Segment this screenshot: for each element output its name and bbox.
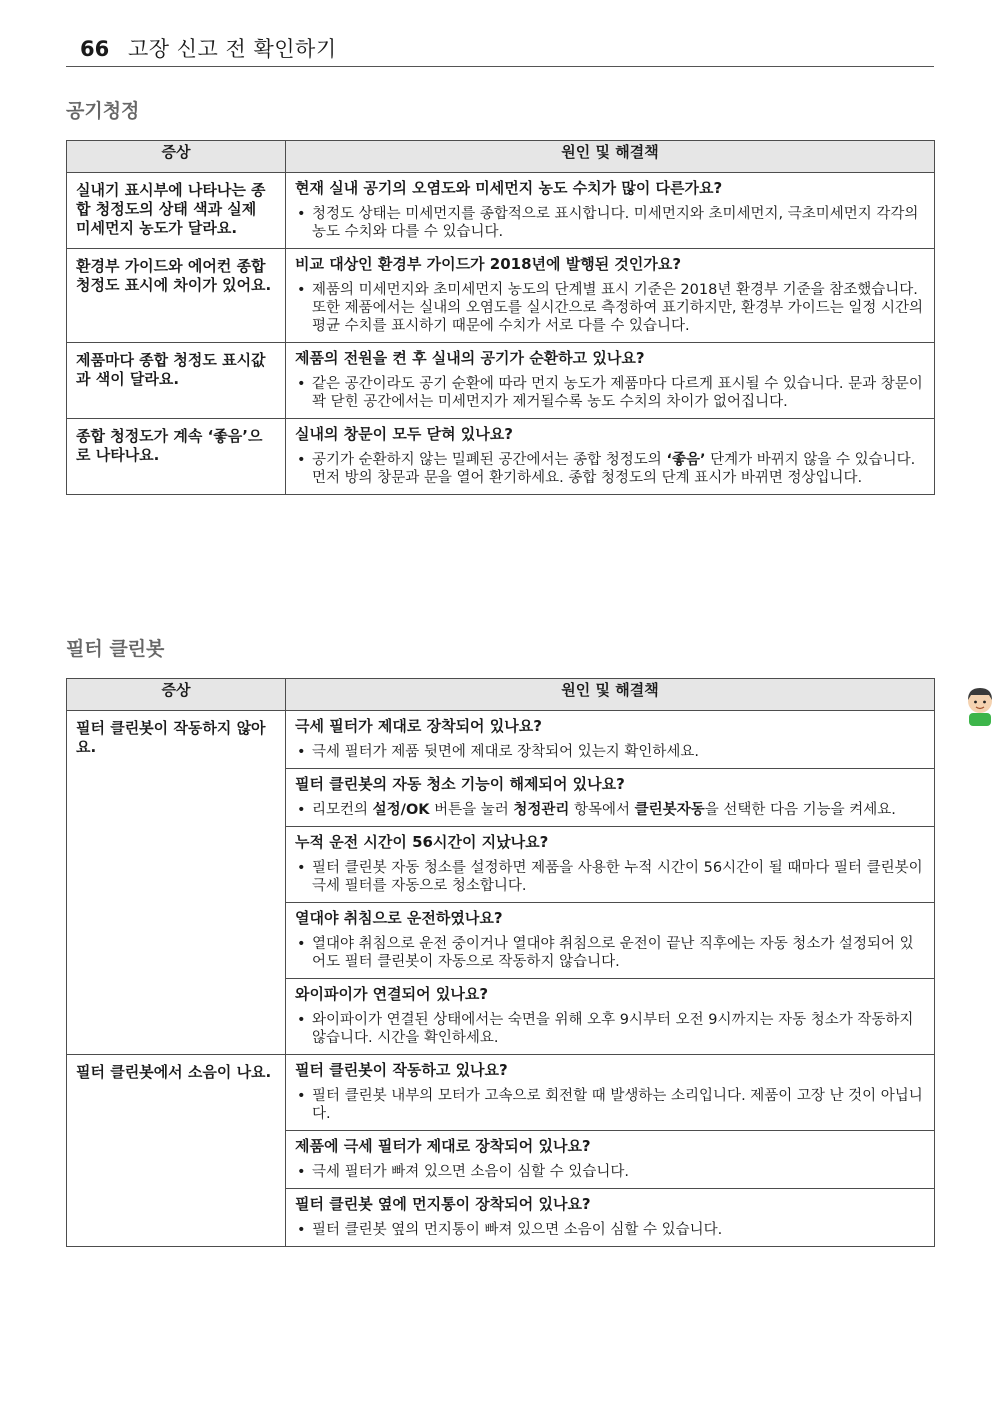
- answer-part: 단계가 바뀌지 않을 수 있습니다. 먼저 방의 창문과 문을 열어 환기하세요. 종합 청정도의 단계 표시가 바뀌면 정상입니다.: [312, 452, 916, 486]
- symptom-cell: 제품마다 종합 청정도 표시값과 색이 달라요.: [67, 343, 286, 419]
- answer-text: 와이파이가 연결된 상태에서는 숙면을 위해 오후 9시부터 오전 9시까지는 자동 청소가 작동하지 않습니다. 시간을 확인하세요.: [312, 1012, 914, 1046]
- cause-block: [286, 903, 934, 979]
- symptom-cell: 환경부 가이드와 에어컨 종합 청정도 표시에 차이가 있어요.: [67, 249, 286, 343]
- table-row: [67, 173, 935, 249]
- cause-answer: • 제품의 미세먼지와 초미세먼지 농도의 단계별 표시 기준은 2018년 환경부 기준을 참조했습니다. 또한 제품에서는 실내의 오염도를 실시간으로 측정하여 표기하지만, 환경부 가이드는 일정 시간의 평균 수치를 표시하기 때문에 수치가 서로 다를 수 있습니다.: [297, 282, 923, 334]
- answer-part: 항목에서: [569, 802, 635, 818]
- cause-question: 현재 실내 공기의 오염도와 미세먼지 농도 수치가 많이 다른가요?: [295, 179, 723, 197]
- answer-part: 리모컨의: [312, 802, 373, 818]
- answer-part: 을 선택한 다음 기능을 켜세요.: [704, 802, 896, 818]
- table-row: [67, 419, 935, 495]
- table-row: [67, 249, 935, 343]
- answer-bold: 설정/OK: [372, 802, 430, 818]
- symptom-header: 증상: [67, 679, 286, 711]
- cause-header: 원인 및 해결책: [286, 679, 935, 711]
- cause-question: 와이파이가 연결되어 있나요?: [295, 985, 489, 1003]
- cause-answer: • 같은 공간이라도 공기 순환에 따라 먼지 농도가 제품마다 다르게 표시될 수 있습니다. 문과 창문이 꽉 닫힌 공간에서는 미세먼지가 제거될수록 농도 수치의 차이가 없어집니다.: [297, 376, 923, 410]
- answer-text: [312, 452, 915, 486]
- page-number: 66: [80, 37, 110, 61]
- answer-bold: ‘좋음’: [666, 452, 706, 468]
- cause-cell: [286, 419, 935, 495]
- cause-answer: • 필터 클린봇 옆의 먼지통이 빠져 있으면 소음이 심할 수 있습니다.: [297, 1222, 723, 1238]
- cause-question: 열대야 취침으로 운전하였나요?: [295, 909, 503, 927]
- answer-text: 필터 클린봇 옆의 먼지통이 빠져 있으면 소음이 심할 수 있습니다.: [312, 1222, 723, 1238]
- answer-text: 같은 공간이라도 공기 순환에 따라 먼지 농도가 제품마다 다르게 표시될 수 있습니다. 문과 창문이 꽉 닫힌 공간에서는 미세먼지가 제거될수록 농도 수치의 차이가 없어집니다.: [312, 376, 923, 410]
- answer-text: 필터 클린봇 자동 청소를 설정하면 제품을 사용한 누적 시간이 56시간이 될 때마다 필터 클린봇이 극세 필터를 자동으로 청소합니다.: [312, 860, 923, 894]
- cause-header: 원인 및 해결책: [286, 141, 935, 173]
- section-title-air-purify: 공기청정: [66, 100, 140, 122]
- air-purify-table: [66, 140, 935, 495]
- answer-text: 열대야 취침으로 운전 중이거나 열대야 취침으로 운전이 끝난 직후에는 자동 청소가 설정되어 있어도 필터 클린봇이 자동으로 작동하지 않습니다.: [312, 936, 914, 970]
- cause-cell: [286, 249, 935, 343]
- cause-answer: • 필터 클린봇 자동 청소를 설정하면 제품을 사용한 누적 시간이 56시간이 될 때마다 필터 클린봇이 극세 필터를 자동으로 청소합니다.: [297, 860, 923, 894]
- table-row: [67, 1055, 935, 1247]
- cause-cell: [286, 343, 935, 419]
- mascot-icon: [963, 685, 997, 727]
- cause-block: [286, 979, 934, 1054]
- table-row: [67, 711, 935, 1055]
- cause-block: [286, 1189, 934, 1246]
- symptom-cell: 필터 클린봇이 작동하지 않아요.: [67, 711, 286, 1055]
- cause-question: 필터 클린봇의 자동 청소 기능이 해제되어 있나요?: [295, 775, 625, 793]
- symptom-header: 증상: [67, 141, 286, 173]
- cause-answer: • 극세 필터가 제품 뒷면에 제대로 장착되어 있는지 확인하세요.: [297, 744, 700, 760]
- cause-question: 비교 대상인 환경부 가이드가 2018년에 발행된 것인가요?: [295, 255, 682, 273]
- symptom-cell: 종합 청정도가 계속 ‘좋음’으로 나타나요.: [67, 419, 286, 495]
- cause-answer: • 열대야 취침으로 운전 중이거나 열대야 취침으로 운전이 끝난 직후에는 자동 청소가 설정되어 있어도 필터 클린봇이 자동으로 작동하지 않습니다.: [297, 936, 914, 970]
- answer-part: 버튼을 눌러: [429, 802, 514, 818]
- cause-answer: • 극세 필터가 빠져 있으면 소음이 심할 수 있습니다.: [297, 1164, 630, 1180]
- cause-block: [286, 827, 934, 903]
- cause-question: 누적 운전 시간이 56시간이 지났나요?: [295, 833, 549, 851]
- answer-bold: 청정관리: [513, 802, 570, 818]
- page-header: [66, 34, 934, 67]
- answer-bold: 클린봇자동: [634, 802, 705, 818]
- section-title-filter-cleanbot: 필터 클린봇: [66, 638, 165, 660]
- answer-text: 필터 클린봇 내부의 모터가 고속으로 회전할 때 발생하는 소리입니다. 제품이 고장 난 것이 아닙니다.: [312, 1088, 923, 1122]
- cause-question: 필터 클린봇이 작동하고 있나요?: [295, 1061, 508, 1079]
- cause-question: 극세 필터가 제대로 장착되어 있나요?: [295, 717, 542, 735]
- cause-answer: • 리모컨의 설정/OK 버튼을 눌러 청정관리 항목에서 클린봇자동을 선택한 다음 기능을 켜세요.: [297, 802, 896, 818]
- table-header-row: [67, 141, 935, 173]
- symptom-cell: 실내기 표시부에 나타나는 종합 청정도의 상태 색과 실제 미세먼지 농도가 달라요.: [67, 173, 286, 249]
- page-title: 고장 신고 전 확인하기: [128, 37, 337, 61]
- cause-block: [286, 711, 934, 769]
- answer-text: 극세 필터가 제품 뒷면에 제대로 장착되어 있는지 확인하세요.: [312, 744, 700, 760]
- filter-cleanbot-table: [66, 678, 935, 1247]
- cause-question: 제품의 전원을 켠 후 실내의 공기가 순환하고 있나요?: [295, 349, 645, 367]
- cause-question: 필터 클린봇 옆에 먼지통이 장착되어 있나요?: [295, 1195, 591, 1213]
- table-header-row: [67, 679, 935, 711]
- answer-text: 청정도 상태는 미세먼지를 종합적으로 표시합니다. 미세먼지와 초미세먼지, 극초미세먼지 각각의 농도 수치와 다를 수 있습니다.: [312, 206, 919, 240]
- cause-cell: [286, 173, 935, 249]
- cause-block: [286, 1131, 934, 1189]
- cause-answer: • 공기가 순환하지 않는 밀폐된 공간에서는 종합 청정도의 ‘좋음’ 단계가 바뀌지 않을 수 있습니다. 먼저 방의 창문과 문을 열어 환기하세요. 종합 청정도의 단계 표시가 바뀌면 정상입니다.: [297, 452, 916, 486]
- cause-question: 제품에 극세 필터가 제대로 장착되어 있나요?: [295, 1137, 591, 1155]
- cause-answer: • 청정도 상태는 미세먼지를 종합적으로 표시합니다. 미세먼지와 초미세먼지, 극초미세먼지 각각의 농도 수치와 다를 수 있습니다.: [297, 206, 919, 240]
- cause-block: [286, 769, 934, 827]
- answer-text: 극세 필터가 빠져 있으면 소음이 심할 수 있습니다.: [312, 1164, 630, 1180]
- answer-part: 공기가 순환하지 않는 밀폐된 공간에서는 종합 청정도의: [312, 452, 667, 468]
- cause-answer: • 와이파이가 연결된 상태에서는 숙면을 위해 오후 9시부터 오전 9시까지는 자동 청소가 작동하지 않습니다. 시간을 확인하세요.: [297, 1012, 914, 1046]
- cause-answer: • 필터 클린봇 내부의 모터가 고속으로 회전할 때 발생하는 소리입니다. 제품이 고장 난 것이 아닙니다.: [297, 1088, 923, 1122]
- cause-cell-group: [286, 1055, 935, 1247]
- answer-text: 제품의 미세먼지와 초미세먼지 농도의 단계별 표시 기준은 2018년 환경부 기준을 참조했습니다. 또한 제품에서는 실내의 오염도를 실시간으로 측정하여 표기하지만, 환경부 가이드는 일정 시간의 평균 수치를 표시하기 때문에 수치가 서로 다를 수 있습니다.: [312, 282, 923, 334]
- answer-text: [312, 802, 896, 818]
- cause-block: [286, 1055, 934, 1131]
- cause-question: 실내의 창문이 모두 닫혀 있나요?: [295, 425, 513, 443]
- symptom-cell: 필터 클린봇에서 소음이 나요.: [67, 1055, 286, 1247]
- cause-cell-group: [286, 711, 935, 1055]
- table-row: [67, 343, 935, 419]
